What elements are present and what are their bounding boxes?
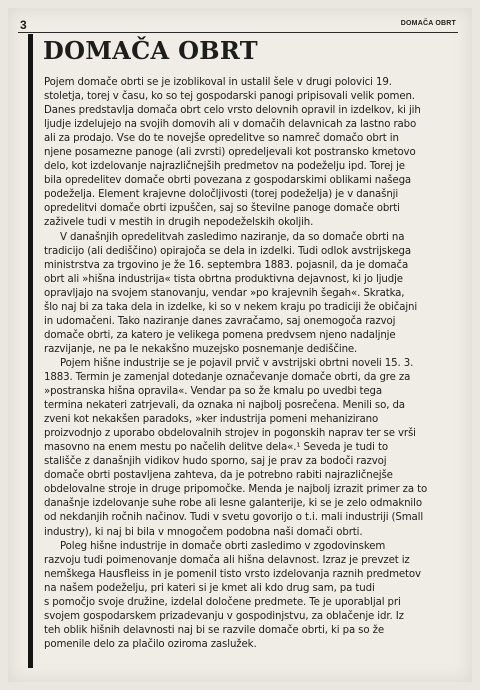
decorative-left-bar xyxy=(28,34,33,668)
text-line: nemškega Hausfleiss in je pomenil tisto vrsto izdelovanja raznih predmetov xyxy=(44,568,421,580)
text-line: masovno na enem mestu po načelih delitve dela«.¹ Seveda je tudi to xyxy=(44,442,388,454)
text-line: Pojem hišne industrije se je pojavil prvič v avstrijski obrtni noveli 15. 3. xyxy=(60,357,414,369)
text-line: svojem gospodarskem prizadevanju v gospodinjstvu, za oblačenje idr. Iz xyxy=(44,610,404,622)
page-number: 3 xyxy=(20,18,27,32)
text-line: od nekdanjih ročnih načinov. Tudi v svetu govorijo o t.i. mali industriji (Small xyxy=(44,512,424,524)
text-line: stališče z današnjih vidikov hudo sporno, saj je prav za bodoči razvoj xyxy=(44,456,387,468)
text-line: V današnjih opredelitvah zasledimo naziranje, da so domače obrti na xyxy=(60,231,405,243)
text-line: 1883. Termin je zamenjal dotedanje označevanje domače obrti, da gre za xyxy=(44,371,411,383)
text-line: razvijanje, ne pa le nekakšno muzejsko posnemanje dediščine. xyxy=(44,343,358,355)
paragraph xyxy=(44,540,456,652)
text-line: obdelovalne stroje in druge pripomočke. Menda je najbolj izrazit primer za to xyxy=(44,484,428,496)
text-line: industry), ki naj bi bila v mnogočem podobna naši domači obrti. xyxy=(44,526,363,538)
article-title: DOMAČA OBRT xyxy=(43,36,258,65)
text-line: proizvodnjo z uporabo obdelovalnih strojev in pogonskih naprav ter se vrši xyxy=(44,428,416,440)
text-line: termina nekateri zatrjevali, da oznaka ni najbolj posrečena. Menili so, da xyxy=(44,400,405,412)
header-rule xyxy=(18,32,458,33)
text-line: njene posamezne panoge (ali zvrsti) opredeljevali kot postransko kmetovo xyxy=(44,147,416,159)
text-line: »postranska hišna opravila«. Vendar pa so že kmalu po uvedbi tega xyxy=(44,386,383,398)
running-head: DOMAČA OBRT xyxy=(400,20,456,27)
text-line: Danes predstavlja domača obrt celo vrsto delovnih opravil in izdelkov, ki jih xyxy=(44,105,421,117)
text-line: ljudje izdelujejo na svojih domovih ali v domačih delavnicah za lastno rabo xyxy=(44,119,417,131)
text-line: s pomočjo svoje družine, izdelal določene predmete. Te je uporabljal pri xyxy=(44,596,401,608)
text-line: ministrstva za trgovino je že 16. septembra 1883. pojasnil, da je domača xyxy=(44,259,409,271)
text-line: zveni kot nekakšen paradoks, »ker industrija pomeni mehaniziranо xyxy=(44,414,379,426)
text-line: teh oblik hišnih delavnosti naj bi se razvile domače obrti, ki pa so že xyxy=(44,624,384,636)
paragraph xyxy=(44,76,456,231)
paragraph xyxy=(44,357,456,540)
text-line: ali za prodajo. Vse do te novejše opredelitve so namreč domačo obrt in xyxy=(44,133,399,145)
text-line: stoletja, torej v času, ko so tej gospodarski panogi pripisovali velik pomen. xyxy=(44,91,415,103)
paragraph xyxy=(44,231,456,357)
text-line: Poleg hišne industrije in domače obrti zasledimo v zgodovinskem xyxy=(60,540,386,552)
text-line: pomenile delo za plačilo oziroma zaslužek. xyxy=(44,638,257,650)
text-line: Pojem domače obrti se je izoblikoval in ustalil šele v drugi polovici 19. xyxy=(44,77,392,88)
text-line: na našem podeželju, pri kateri si je kmet ali kdo drug sam, pa tudi xyxy=(44,582,375,594)
text-line: domače obrti, za katero je velikega pomena predvsem njeno nadaljnje xyxy=(44,329,396,341)
text-line: in udomačeni. Tako naziranje danes zavračamo, saj onemogoča razvoj xyxy=(44,315,396,327)
text-line: zaživele tudi v mestih in drugih nepodeželskih okoljih. xyxy=(44,217,314,229)
text-line: razvoju tudi poimenovanje domača ali hišna delavnost. Izraz je prevzet iz xyxy=(44,554,410,566)
text-line: šlo naj bi za taka dela in izdelke, ki so v nekem kraju po tradiciji že običajni xyxy=(44,301,418,313)
text-line: podeželja. Element krajevne določljivosti (torej podeželja) je v današnji xyxy=(44,189,399,201)
text-line: delo, kot izdelovanje najrazličnejših predmetov na podeželju ipd. Torej je xyxy=(44,161,405,173)
text-line: tradicijo (ali dediščino) opirajoča se dela in izdelki. Tudi odlok avstrijskega xyxy=(44,245,412,257)
article-body xyxy=(44,76,456,652)
text-line: domače obrti postavljena zahteva, da je potrebno rabiti najrazličnejše xyxy=(44,470,393,482)
text-line: obrt ali »hišna industrija« tista obrtna produktivna dejavnost, ki jo ljudje xyxy=(44,273,403,285)
text-line: opredelitvi domače obrti izpuščen, saj so številne panoge domače obrti xyxy=(44,203,400,215)
text-line: opravljajo na svojem stanovanju, vendar »po krajevnih šegah«. Skratka, xyxy=(44,287,405,299)
text-line: današnje izdelovanje suhe robe ali lesne galanterije, ki se je zelo odmaknilo xyxy=(44,498,422,510)
text-line: bila opredelitev domače obrti povezana z gospodarskimi oblikami našega xyxy=(44,175,412,187)
